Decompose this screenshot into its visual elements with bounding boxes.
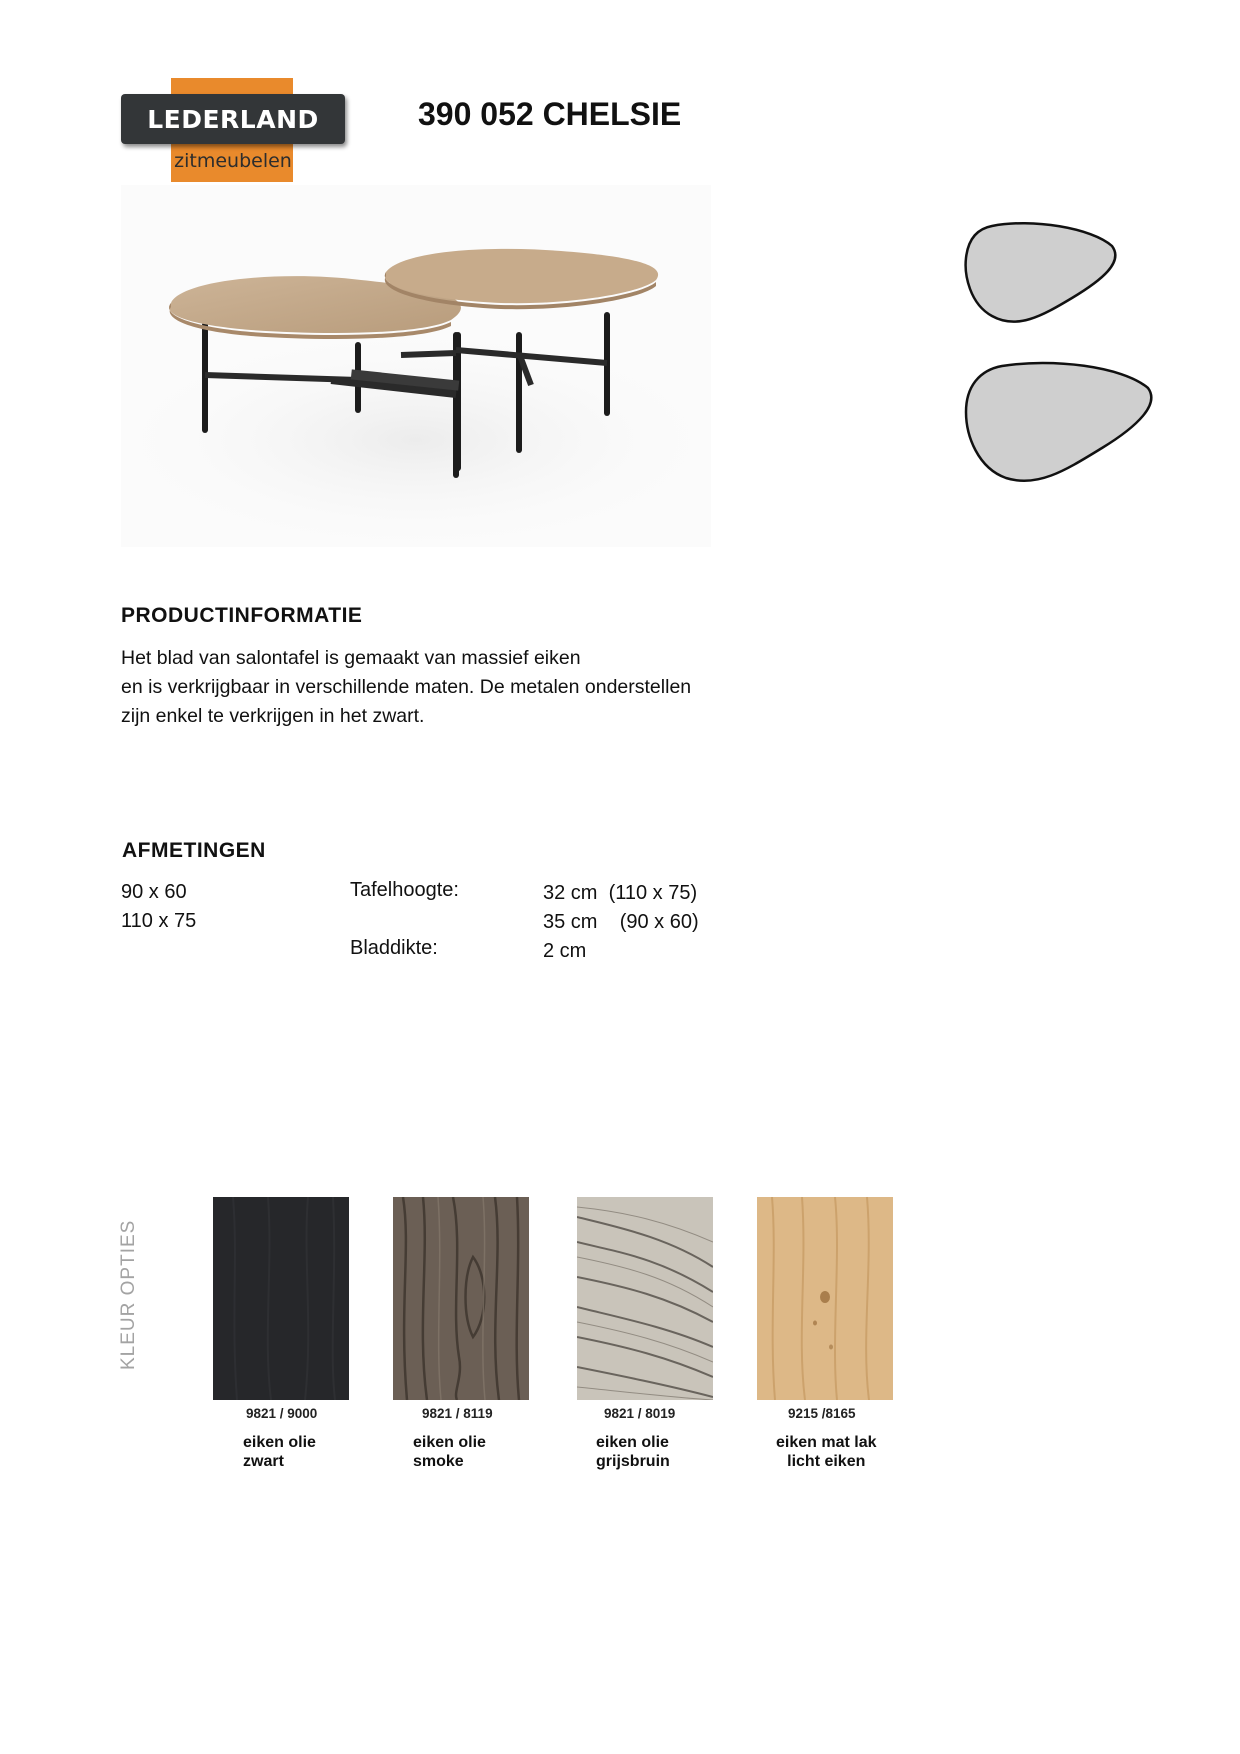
colour-options-label: KLEUR OPTIES [118,1219,139,1370]
size-value: 90 x 60 [121,881,187,903]
product-photo [121,185,711,547]
table-height-value: 35 cm (90 x 60) [543,911,699,933]
swatch-grijsbruin [577,1197,713,1400]
dimensions-values [543,879,699,966]
swatch-licht-eiken [757,1197,893,1400]
swatch-zwart [213,1197,349,1400]
swatch-name [243,1433,316,1471]
swatch-name-line: zwart [243,1453,284,1470]
swatch-name-line: grijsbruin [596,1453,670,1470]
swatch-name-line: eiken olie [596,1434,669,1451]
small-top-shape-icon [962,220,1120,330]
swatch-name-line: eiken olie [413,1434,486,1451]
swatch-code: 9821 / 9000 [246,1406,318,1421]
thickness-label: Bladdikte: [350,937,438,959]
productinfo-text [121,644,841,731]
swatch-code: 9215 /8165 [788,1406,856,1421]
table-height-value: 32 cm (110 x 75) [543,882,698,904]
productinfo-line: Het blad van salontafel is gemaakt van massief eiken [121,647,581,669]
dimensions-heading: AFMETINGEN [122,839,266,862]
productinfo-heading: PRODUCTINFORMATIE [121,604,363,627]
size-value: 110 x 75 [121,910,197,932]
swatch-name-line: eiken olie [243,1434,316,1451]
swatch-name [776,1433,877,1471]
swatch-smoke [393,1197,529,1400]
productinfo-line: zijn enkel te verkrijgen in het zwart. [121,705,425,727]
table-height-label: Tafelhoogte: [350,879,459,901]
dimensions-labels [350,876,459,963]
swatch-name-line: eiken mat lak [776,1434,877,1451]
large-top-shape-icon [962,360,1158,490]
product-title: 390 052 CHELSIE [418,96,682,132]
swatch-code: 9821 / 8119 [422,1406,493,1421]
swatch-name [596,1433,670,1471]
swatch-name-line: licht eiken [787,1453,866,1470]
logo-subtitle: zitmeubelen [174,150,292,172]
swatch-code: 9821 / 8019 [604,1406,676,1421]
brand-logo [121,78,349,182]
swatch-name-line: smoke [413,1453,464,1470]
swatch-name [413,1433,486,1471]
dimensions-sizes [121,878,196,936]
thickness-value: 2 cm [543,940,587,962]
logo-wordmark: LEDERLAND [121,94,345,144]
productinfo-line: en is verkrijgbaar in verschillende maten. De metalen onderstellen [121,676,692,698]
